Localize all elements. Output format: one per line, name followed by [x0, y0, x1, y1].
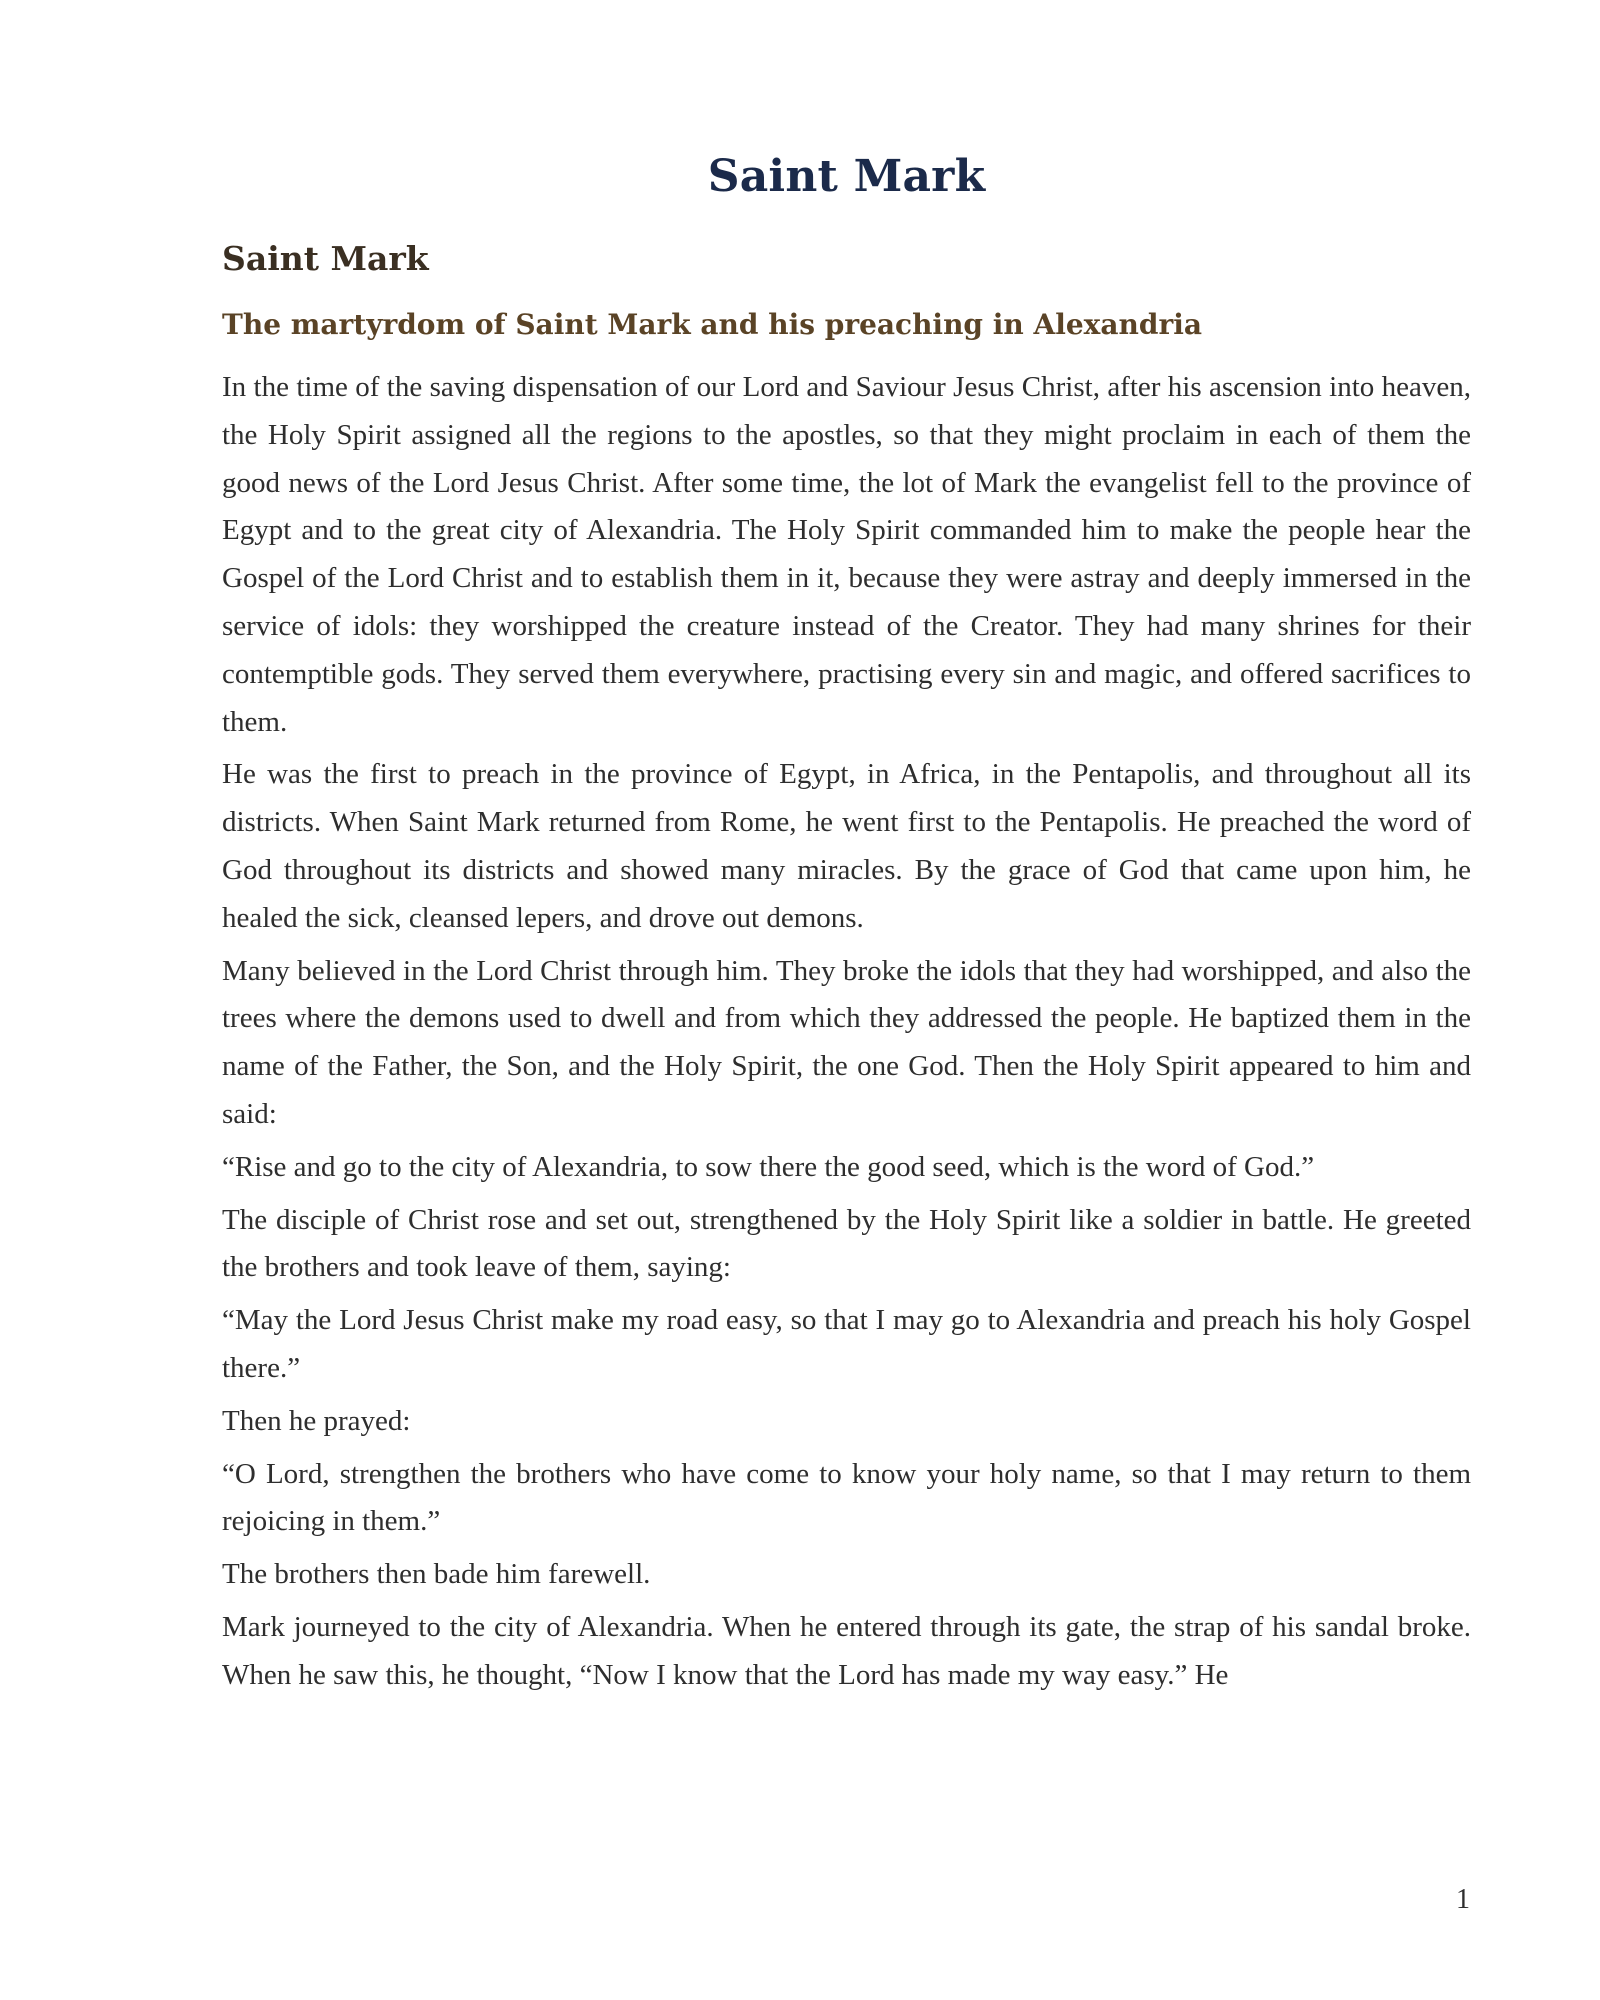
section-title: Saint Mark [222, 239, 429, 278]
quote-paragraph: “May the Lord Jesus Christ make my road easy, so that I may go to Alexandria and preach his holy Gospel there.” [222, 1304, 1471, 1384]
paragraph: Then he prayed: [222, 1404, 411, 1437]
paragraph: Mark journeyed to the city of Alexandria. When he entered through its gate, the strap of his sandal broke. When he saw this, he thought, “Now I know that the Lord has made my way easy.” He [222, 1610, 1471, 1691]
body-text [222, 364, 1471, 1700]
quote-paragraph: “O Lord, strengthen the brothers who have come to know your holy name, so that I may return to them rejoicing in them.” [222, 1457, 1471, 1538]
paragraph: He was the first to preach in the province of Egypt, in Africa, in the Pentapolis, and throughout all its districts. When Saint Mark returned from Rome, he went first to the Pentapolis. He preached the word of God throughout its districts and showed many miracles. By the grace of God that came upon him, he healed the sick, cleansed lepers, and drove out demons. [222, 758, 1471, 934]
document-title: Saint Mark [707, 151, 986, 202]
paragraph: The brothers then bade him farewell. [222, 1558, 651, 1591]
paragraph: The disciple of Christ rose and set out, strengthened by the Holy Spirit like a soldier in battle. He greeted the brothers and took leave of them, saying: [222, 1203, 1471, 1284]
quote-paragraph: “Rise and go to the city of Alexandria, to sow there the good seed, which is the word of God.” [222, 1150, 1315, 1183]
page-content [222, 148, 1471, 1705]
subsection-title: The martyrdom of Saint Mark and his preaching in Alexandria [222, 308, 1202, 341]
paragraph: Many believed in the Lord Christ through him. They broke the idols that they had worshipped, and also the trees where the demons used to dwell and from which they addressed the people. He baptized them in the name of the Father, the Son, and the Holy Spirit, the one God. Then the Holy Spirit appeared to him and said: [222, 954, 1471, 1130]
page-number: 1 [1456, 1884, 1470, 1915]
paragraph: In the time of the saving dispensation of our Lord and Saviour Jesus Christ, after his ascension into heaven, the Holy Spirit assigned all the regions to the apostles, so that they might proclaim in each of them the good news of the Lord Jesus Christ. After some time, the lot of Mark the evangelist fell to the province of Egypt and to the great city of Alexandria. The Holy Spirit commanded him to make the people hear the Gospel of the Lord Christ and to establish them in it, because they were astray and deeply immersed in the service of idols: they worshipped the creature instead of the Creator. They had many shrines for their contemptible gods. They served them everywhere, practising every sin and magic, and offered sacrifices to them. [222, 371, 1471, 738]
